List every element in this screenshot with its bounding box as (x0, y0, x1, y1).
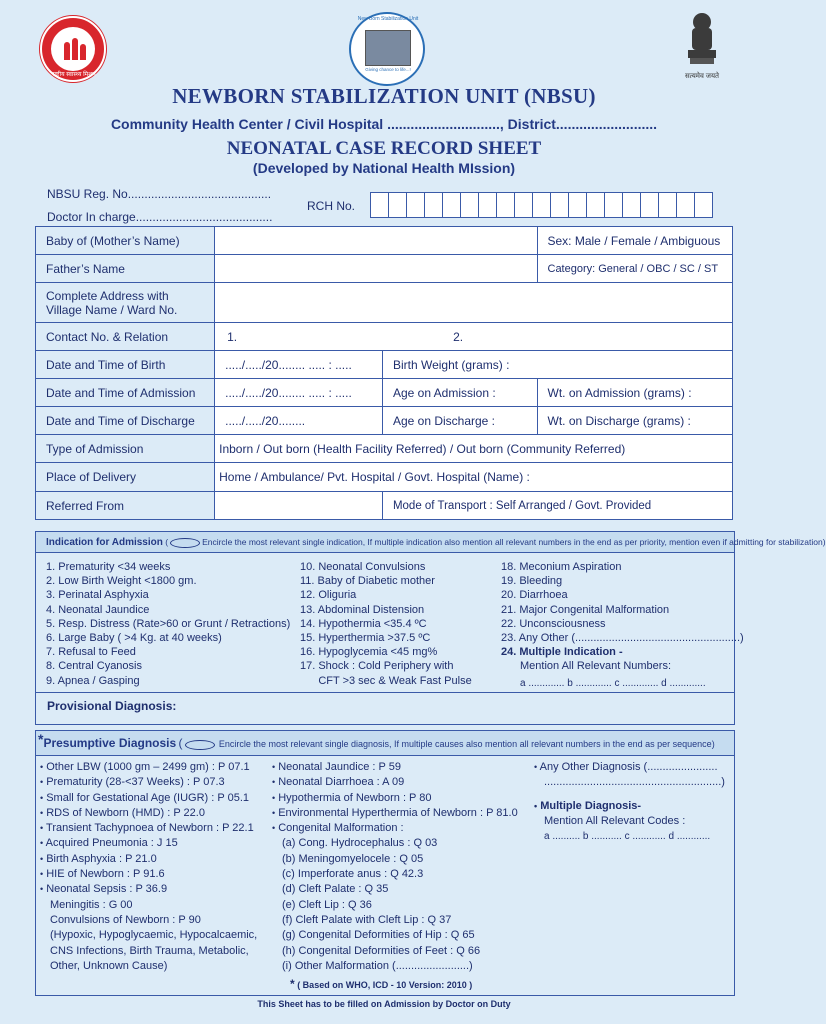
diagnosis-item[interactable]: • Other LBW (1000 gm – 2499 gm) : P 07.1 (40, 761, 250, 773)
presumptive-col1 (40, 760, 257, 974)
birth-weight-field[interactable]: Birth Weight (grams) : (382, 351, 732, 379)
wt-admission-field[interactable]: Wt. on Admission (grams) : (537, 379, 733, 407)
indication-item[interactable]: 2. Low Birth Weight <1800 gm. (46, 575, 197, 588)
address-label-line2: Village Name / Ward No. (46, 302, 178, 317)
baby-of-label: Baby of (Mother’s Name) (36, 227, 215, 255)
indication-title: Indication for Admission (46, 537, 163, 548)
indication-col1 (46, 560, 290, 688)
any-other-diagnosis-line2[interactable]: ..........................................................) (544, 776, 725, 789)
indication-item[interactable]: 5. Resp. Distress (Rate>60 or Grunt / Retractions) (46, 617, 291, 630)
indication-col2 (300, 560, 472, 688)
address-label-line1: Complete Address with (46, 288, 169, 303)
indication-item[interactable]: 22. Unconsciousness (501, 617, 606, 630)
birth-date-field[interactable]: ...../...../20........ ..... : ..... (215, 351, 383, 379)
place-delivery-label: Place of Delivery (36, 463, 215, 492)
emblem-text: सत्यमेव जयते (684, 73, 720, 80)
discharge-label: Date and Time of Discharge (36, 407, 215, 435)
diagnosis-item[interactable]: (d) Cleft Palate : Q 35 (282, 883, 389, 896)
presumptive-note: Encircle the most relevant single diagnosis, If multiple causes also mention all relevant numbers in the end as per sequence) (218, 739, 715, 749)
type-admission-label: Type of Admission (36, 435, 215, 463)
indication-item[interactable]: 17. Shock : Cold Periphery with (300, 660, 454, 673)
indication-item[interactable]: CFT >3 sec & Weak Fast Pulse (300, 674, 472, 687)
diagnosis-item[interactable]: (g) Congenital Deformities of Hip : Q 65 (282, 929, 475, 942)
doctor-field[interactable]: Doctor In charge......................................... (47, 210, 273, 224)
indication-section (35, 531, 826, 725)
sheet-subtitle: (Developed by National Health MIssion) (252, 160, 516, 176)
encircle-oval-icon (185, 740, 215, 750)
diagnosis-item[interactable]: • Small for Gestational Age (IUGR) : P 05.1 (40, 791, 249, 804)
footer-note: This Sheet has to be filled on Admission by Doctor on Duty (257, 999, 511, 1009)
multiple-indication-label: 24. Multiple Indication - (501, 646, 623, 659)
diagnosis-item[interactable]: (b) Meningomyelocele : Q 05 (282, 852, 424, 865)
multiple-diagnosis-sub: Mention All Relevant Codes : (544, 814, 686, 827)
icd-note: * ( Based on WHO, ICD - 10 Version: 2010 ) (290, 977, 473, 991)
contact-label: Contact No. & Relation (36, 323, 215, 351)
rch-label: RCH No. (307, 199, 356, 213)
encircle-oval-icon (170, 538, 200, 548)
indication-item[interactable]: 15. Hyperthermia >37.5 ºC (300, 632, 431, 645)
indication-item[interactable]: 14. Hypothermia <35.4 ºC (300, 617, 427, 630)
diagnosis-item[interactable]: • Congenital Malformation : (272, 822, 404, 835)
indication-item[interactable]: 7. Refusal to Feed (46, 646, 136, 659)
diagnosis-item[interactable]: (e) Cleft Lip : Q 36 (282, 898, 372, 911)
diagnosis-item[interactable]: • Neonatal Jaundice : P 59 (272, 761, 401, 773)
presumptive-star: * (38, 731, 44, 747)
page-title: NEWBORN STABILIZATION UNIT (NBSU) (172, 84, 596, 108)
indication-item[interactable]: 16. Hypoglycemia <45 mg% (300, 646, 438, 659)
address-label (36, 283, 215, 323)
indication-item[interactable]: 18. Meconium Aspiration (501, 561, 622, 573)
father-name-input[interactable] (215, 255, 537, 283)
mother-name-input[interactable] (215, 227, 537, 255)
admission-date-field[interactable]: ...../...../20........ ..... : ..... (215, 379, 383, 407)
indication-item[interactable]: 6. Large Baby ( >4 Kg. at 40 weeks) (46, 632, 222, 645)
indication-item[interactable]: 4. Neonatal Jaundice (46, 603, 150, 616)
emblem-icon (682, 10, 722, 80)
referred-from-label: Referred From (36, 492, 215, 520)
diagnosis-item[interactable]: • Birth Asphyxia : P 21.0 (40, 852, 157, 865)
sheet-title: NEONATAL CASE RECORD SHEET (226, 138, 542, 159)
diagnosis-item[interactable]: • Transient Tachypnoea of Newborn : P 22.1 (40, 822, 254, 835)
indication-item[interactable]: 23. Any Other (......................................................) (501, 632, 744, 645)
presumptive-col3 (534, 760, 725, 844)
category-field[interactable]: Category: General / OBC / SC / ST (537, 255, 733, 283)
diagnosis-item: (Hypoxic, Hypoglycaemic, Hypocalcaemic, (50, 929, 258, 942)
indication-item[interactable]: 3. Perinatal Asphyxia (46, 589, 149, 602)
diagnosis-item[interactable]: • Neonatal Sepsis : P 36.9 (40, 883, 168, 896)
type-admission-field[interactable]: Inborn / Out born (Health Facility Referred) / Out born (Community Referred) (215, 435, 733, 463)
diagnosis-item[interactable]: • Neonatal Diarrhoea : A 09 (272, 776, 405, 789)
nhm-logo-hindi: राष्ट्रीय स्वास्थ्य मिशन (52, 72, 96, 78)
diagnosis-item[interactable]: • Environmental Hyperthermia of Newborn : P 81.0 (272, 806, 518, 819)
indication-item[interactable]: 1. Prematurity <34 weeks (46, 561, 171, 573)
presumptive-title: Presumptive Diagnosis (43, 736, 177, 750)
diagnosis-item[interactable]: (h) Congenital Deformities of Feet : Q 66 (282, 944, 481, 957)
indication-col3 (501, 560, 744, 691)
multiple-diagnosis-fill[interactable]: a .......... b ........... c ............ d ............ (544, 831, 711, 843)
nbsu-logo-text: New Born Stabilization Unit (357, 16, 419, 22)
wt-discharge-field[interactable]: Wt. on Discharge (grams) : (537, 407, 733, 435)
contact-2: 2. (453, 329, 464, 344)
age-admission-field[interactable]: Age on Admission : (382, 379, 537, 407)
sex-field[interactable]: Sex: Male / Female / Ambiguous (537, 227, 733, 255)
diagnosis-item[interactable]: (i) Other Malformation (........................) (282, 959, 473, 972)
diagnosis-item[interactable]: (c) Imperforate anus : Q 42.3 (282, 868, 424, 881)
admission-label: Date and Time of Admission (36, 379, 215, 407)
contact-input[interactable] (215, 323, 733, 351)
presumptive-section (35, 730, 735, 996)
birth-label: Date and Time of Birth (36, 351, 215, 379)
transport-field[interactable]: Mode of Transport : Self Arranged / Govt. Provided (382, 492, 732, 520)
diagnosis-item[interactable]: • RDS of Newborn (HMD) : P 22.0 (40, 806, 205, 819)
diagnosis-item[interactable]: Meningitis : G 00 (50, 898, 133, 911)
diagnosis-item[interactable]: • Acquired Pneumonia : J 15 (40, 837, 178, 850)
indication-item[interactable]: 19. Bleeding (501, 575, 563, 588)
diagnosis-item[interactable]: • Prematurity (28-<37 Weeks) : P 07.3 (40, 776, 225, 789)
age-discharge-field[interactable]: Age on Discharge : (382, 407, 537, 435)
diagnosis-item[interactable]: Convulsions of Newborn : P 90 (50, 913, 201, 926)
nbsu-logo-tagline: Giving chance to life...! (365, 67, 411, 72)
rch-number-boxes[interactable] (370, 192, 713, 218)
indication-item[interactable]: 10. Neonatal Convulsions (300, 561, 426, 573)
indication-item[interactable]: 20. Diarrhoea (501, 589, 568, 602)
indication-item[interactable]: 8. Central Cyanosis (46, 660, 142, 673)
indication-note: Encircle the most relevant single indication, If multiple indication also mention all relevant numbers in the end as per priority, mention even if admitting for stabilization) (202, 537, 826, 547)
patient-details-table (35, 226, 733, 520)
page-subtitle: Community Health Center / Civil Hospital ............................., District.......................... (110, 116, 658, 132)
discharge-date-field[interactable]: ...../...../20........ (215, 407, 383, 435)
diagnosis-item: Other, Unknown Cause) (50, 959, 168, 972)
reg-no-field[interactable]: NBSU Reg. No........................................... (47, 187, 272, 201)
presumptive-header: *Presumptive Diagnosis ( Encircle the most relevant single diagnosis, If multiple causes also mention all relevant numbers in the end as per sequence) (36, 731, 734, 756)
indication-item[interactable]: 9. Apnea / Gasping (46, 674, 140, 687)
multiple-indication-fill[interactable]: a ............. b ............. c ............. d ............. (520, 677, 706, 689)
indication-item[interactable]: 21. Major Congenital Malformation (501, 603, 670, 616)
diagnosis-item[interactable]: • Hypothermia of Newborn : P 80 (272, 791, 432, 804)
provisional-diagnosis-label[interactable]: Provisional Diagnosis: (47, 699, 177, 713)
diagnosis-item[interactable]: (f) Cleft Palate with Cleft Lip : Q 37 (282, 913, 452, 926)
diagnosis-item[interactable]: (a) Cong. Hydrocephalus : Q 03 (282, 837, 438, 850)
diagnosis-item: CNS Infections, Birth Trauma, Metabolic, (50, 944, 249, 957)
referred-from-input[interactable] (215, 492, 383, 520)
place-delivery-field[interactable]: Home / Ambulance/ Pvt. Hospital / Govt. Hospital (Name) : (215, 463, 733, 492)
presumptive-col2 (272, 760, 518, 974)
address-input[interactable] (215, 283, 733, 323)
diagnosis-item[interactable]: • HIE of Newborn : P 91.6 (40, 868, 165, 881)
contact-1: 1. (227, 329, 238, 344)
indication-header: Indication for Admission ( Encircle the most relevant single indication, If multiple indication also mention all relevant numbers in the end as per priority, mention even if admitting for stabilization) (36, 532, 734, 553)
indication-item[interactable]: 12. Oliguria (300, 589, 357, 602)
indication-item[interactable]: 11. Baby of Diabetic mother (300, 575, 435, 588)
any-other-diagnosis[interactable]: • Any Other Diagnosis (....................... (534, 761, 718, 773)
father-name-label: Father’s Name (36, 255, 215, 283)
indication-item[interactable]: 13. Abdominal Distension (300, 603, 425, 616)
nbsu-logo (349, 12, 425, 86)
multiple-indication-sub: Mention All Relevant Numbers: (520, 660, 672, 673)
multiple-diagnosis-label: • Multiple Diagnosis- (534, 799, 642, 812)
